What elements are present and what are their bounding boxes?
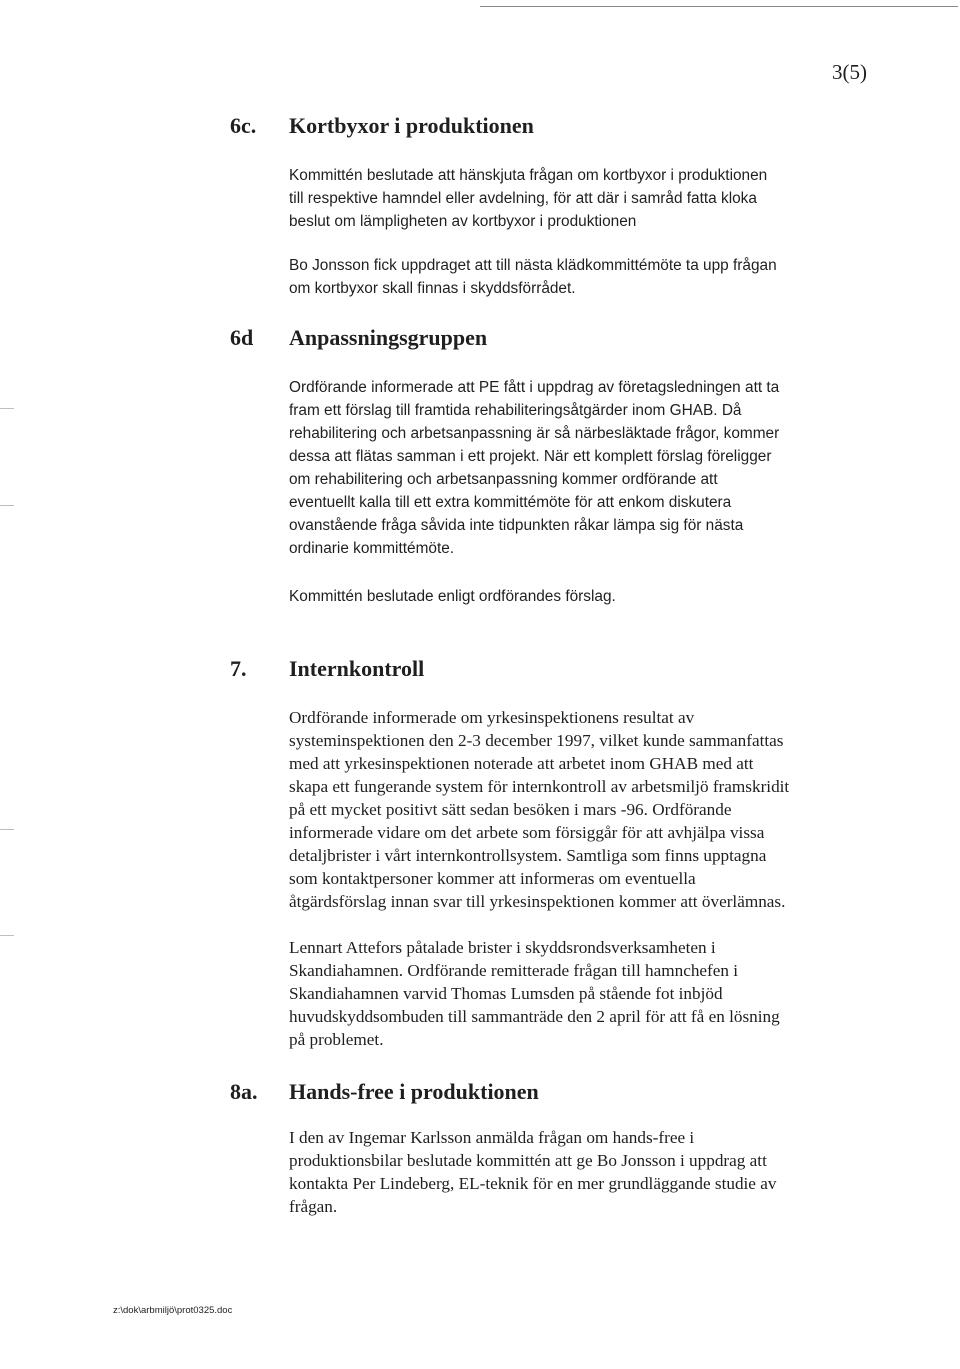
paragraph-6c-1 [289, 164, 889, 233]
text-line: Kommittén beslutade enligt ordförandes förslag. [289, 588, 616, 605]
text-line: Kommittén beslutade att hänskjuta frågan om kortbyxor i produktionen [289, 167, 768, 184]
page-number: 3(5) [832, 60, 867, 84]
paragraph-8a-1 [289, 1126, 889, 1218]
margin-mark [0, 408, 14, 409]
text-line: rehabilitering och arbetsanpassning är så närbesläktade frågor, kommer [289, 425, 780, 442]
text-line: systeminspektionen den 2-3 december 1997, vilket kunde sammanfattas [289, 731, 784, 750]
top-scan-rule [480, 6, 958, 7]
text-line: fram ett förslag till framtida rehabiliteringsåtgärder inom GHAB. Då [289, 402, 742, 419]
text-line: ovanstående fråga såvida inte tidpunkten råkar lämpa sig för nästa [289, 517, 744, 534]
text-line: I den av Ingemar Karlsson anmälda frågan om hands-free i [289, 1128, 695, 1147]
section-number-6c: 6c. [230, 113, 257, 138]
text-line: ordinarie kommittémöte. [289, 540, 455, 557]
text-line: på problemet. [289, 1030, 384, 1049]
text-line: som kontaktpersoner kommer att informeras om eventuella [289, 869, 696, 888]
text-line: Lennart Attefors påtalade brister i skyddsrondsverksamheten i [289, 938, 716, 957]
margin-mark [0, 505, 14, 506]
text-line: kontakta Per Lindeberg, EL-teknik för en mer grundläggande studie av [289, 1174, 777, 1193]
paragraph-7-2 [289, 936, 889, 1051]
paragraph-7-1 [289, 706, 889, 913]
text-line: åtgärdsförslag innan svar till yrkesinspektionen kommer att överlämnas. [289, 892, 786, 911]
margin-mark [0, 935, 14, 936]
text-line: Skandiahamnen varvid Thomas Lumsden på stående fot inbjöd [289, 984, 723, 1003]
section-title-6c: Kortbyxor i produktionen [289, 113, 534, 138]
text-line: informerade vidare om det arbete som försiggår för att avhjälpa vissa [289, 823, 765, 842]
section-title-8a: Hands-free i produktionen [289, 1079, 539, 1104]
text-line: till respektive hamndel eller avdelning, för att där i samråd fatta kloka [289, 190, 757, 207]
section-number-6d: 6d [230, 325, 254, 350]
file-path-footer: z:\dok\arbmiljö\prot0325.doc [113, 1305, 233, 1316]
section-number-7: 7. [230, 656, 247, 681]
paragraph-6d-1 [289, 376, 889, 560]
section-title-7: Internkontroll [289, 656, 425, 681]
section-number-8a: 8a. [230, 1079, 258, 1104]
text-line: beslut om lämpligheten av kortbyxor i produktionen [289, 213, 637, 230]
section-title-6d: Anpassningsgruppen [289, 325, 488, 350]
text-line: eventuellt kalla till ett extra kommittémöte för att enkom diskutera [289, 494, 732, 511]
text-line: på ett mycket positivt sätt sedan besöken i mars -96. Ordförande [289, 800, 732, 819]
paragraph-6d-2 [289, 585, 889, 608]
text-line: med att yrkesinspektionen noterade att arbetet inom GHAB med att [289, 754, 754, 773]
paragraph-6c-2 [289, 254, 889, 300]
text-line: om kortbyxor skall finnas i skyddsförrådet. [289, 280, 576, 297]
text-line: Bo Jonsson fick uppdraget att till nästa klädkommittémöte ta upp frågan [289, 257, 777, 274]
text-line: huvudskyddsombuden till sammanträde den 2 april för att få en lösning [289, 1007, 780, 1026]
text-line: skapa ett fungerande system för internkontroll av arbetsmiljö framskridit [289, 777, 790, 796]
text-line: Skandiahamnen. Ordförande remitterade frågan till hamnchefen i [289, 961, 739, 980]
text-line: detaljbrister i vårt internkontrollsystem. Samtliga som finns upptagna [289, 846, 767, 865]
text-line: om rehabilitering och arbetsanpassning kommer ordförande att [289, 471, 718, 488]
text-line: Ordförande informerade om yrkesinspektionens resultat av [289, 708, 695, 727]
text-line: frågan. [289, 1197, 338, 1216]
margin-mark [0, 829, 14, 830]
text-line: Ordförande informerade att PE fått i uppdrag av företagsledningen att ta [289, 379, 780, 396]
text-line: dessa att flätas samman i ett projekt. När ett komplett förslag föreligger [289, 448, 772, 465]
text-line: produktionsbilar beslutade kommittén att ge Bo Jonsson i uppdrag att [289, 1151, 767, 1170]
